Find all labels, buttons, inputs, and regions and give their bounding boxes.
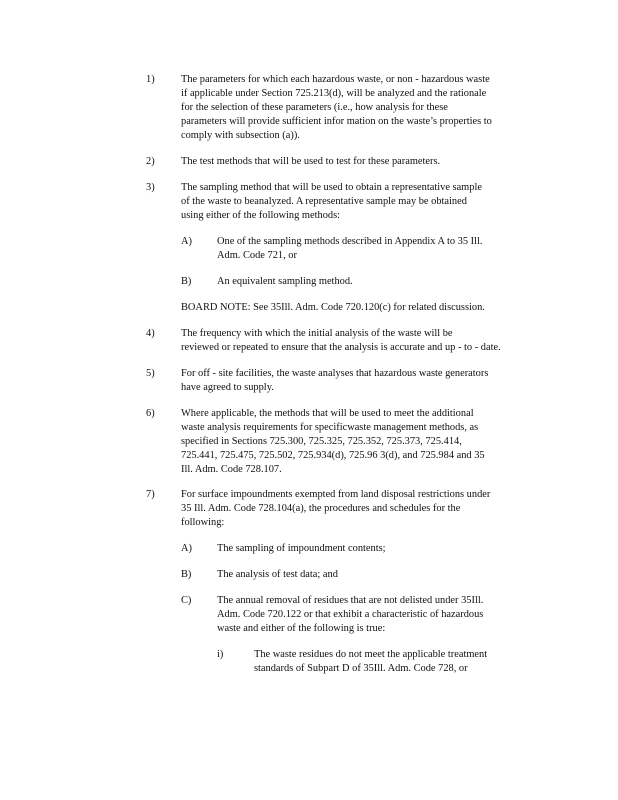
board-note: BOARD NOTE: See 35Ill. Adm. Code 720.120(c) for related discussion. <box>181 302 485 313</box>
item-number: 4) <box>146 328 155 339</box>
text-line: One of the sampling methods described in Appendix A to 35 Ill. <box>217 236 483 247</box>
item-text <box>181 327 541 355</box>
text-line: The analysis of test data; and <box>217 569 338 580</box>
text-line: following: <box>181 516 225 528</box>
text-line: standards of Subpart D of 35Ill. Adm. Code 728, or <box>254 662 468 674</box>
text-line: parameters will provide sufficient infor mation on the waste’s properties to <box>181 115 492 127</box>
sub-item-text <box>217 542 539 556</box>
text-line: waste and either of the following is true: <box>217 622 386 634</box>
text-line: using either of the following methods: <box>181 209 341 221</box>
text-line: specified in Sections 725.300, 725.325, 725.352, 725.373, 725.414, <box>181 435 462 447</box>
text-line: The annual removal of residues that are not delisted under 35Ill. <box>217 595 484 606</box>
text-line: of the waste to beanalyzed. A representative sample may be obtained <box>181 195 467 207</box>
sub-item-text <box>217 235 539 263</box>
sub-sub-item-text <box>254 648 539 676</box>
text-line: comply with subsection (a)). <box>181 129 300 141</box>
text-line: An equivalent sampling method. <box>217 276 353 287</box>
text-line: The sampling method that will be used to obtain a representative sample <box>181 182 482 193</box>
text-line: 725.441, 725.475, 725.502, 725.934(d), 725.96 3(d), and 725.984 and 35 <box>181 449 485 461</box>
text-line: The waste residues do not meet the applicable treatment <box>254 649 488 660</box>
text-line: For off - site facilities, the waste analyses that hazardous waste generators <box>181 368 489 379</box>
item-number: 3) <box>146 182 155 193</box>
item-text <box>181 73 541 143</box>
sub-item-number: A) <box>181 543 192 554</box>
sub-item-text <box>217 275 539 289</box>
item-text <box>181 155 541 169</box>
item-text <box>181 181 541 223</box>
text-line: have agreed to supply. <box>181 381 274 393</box>
item-text <box>181 407 541 477</box>
sub-item-number: B) <box>181 569 192 580</box>
sub-item-number: C) <box>181 595 192 606</box>
text-line: The test methods that will be used to test for these parameters. <box>181 156 441 167</box>
text-line: Where applicable, the methods that will be used to meet the additional <box>181 408 474 419</box>
sub-item-number: B) <box>181 276 192 287</box>
text-line: Adm. Code 721, or <box>217 249 297 261</box>
sub-item-text <box>217 568 539 582</box>
text-line: waste analysis requirements for specificwaste management methods, as <box>181 421 479 433</box>
text-line: Adm. Code 720.122 or that exhibit a characteristic of hazardous <box>217 608 484 620</box>
item-number: 2) <box>146 156 155 167</box>
item-number: 5) <box>146 368 155 379</box>
text-line: Ill. Adm. Code 728.107. <box>181 463 282 475</box>
sub-item-text <box>217 594 539 636</box>
item-text <box>181 367 541 395</box>
text-line: 35 Ill. Adm. Code 728.104(a), the procedures and schedules for the <box>181 502 461 514</box>
text-line: if applicable under Section 725.213(d), will be analyzed and the rationale <box>181 87 487 99</box>
text-line: reviewed or repeated to ensure that the analysis is accurate and up - to - date. <box>181 341 501 353</box>
item-number: 1) <box>146 74 155 85</box>
sub-sub-item-number: i) <box>217 649 224 660</box>
item-text <box>181 488 541 530</box>
item-number: 7) <box>146 489 155 500</box>
text-line: The frequency with which the initial analysis of the waste will be <box>181 328 453 339</box>
text-line: The parameters for which each hazardous waste, or non - hazardous waste <box>181 74 490 85</box>
item-number: 6) <box>146 408 155 419</box>
text-line: for the selection of these parameters (i.e., how analysis for these <box>181 101 448 113</box>
sub-item-number: A) <box>181 236 192 247</box>
text-line: The sampling of impoundment contents; <box>217 543 386 554</box>
text-line: For surface impoundments exempted from land disposal restrictions under <box>181 489 491 500</box>
